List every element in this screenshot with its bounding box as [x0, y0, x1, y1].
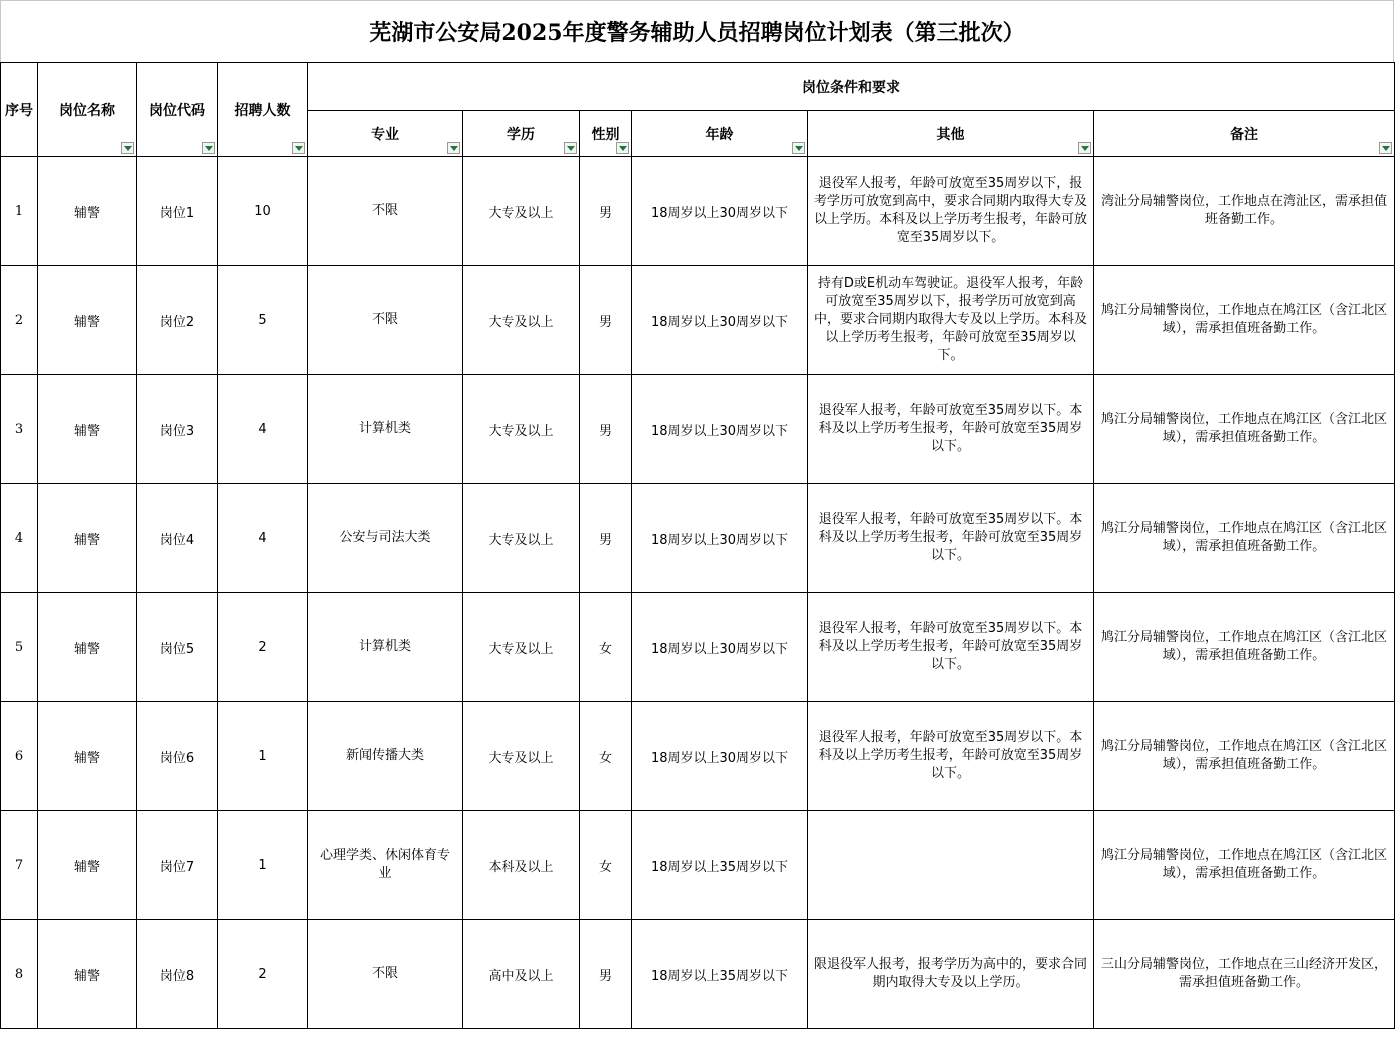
- header-post-name: 岗位名称: [38, 63, 137, 157]
- filter-dropdown-icon[interactable]: [121, 142, 134, 154]
- page-title: 芜湖市公安局2025年度警务辅助人员招聘岗位计划表（第三批次）: [369, 20, 1025, 46]
- header-age: 年龄: [632, 111, 808, 157]
- major-cell: 新闻传播大类: [308, 702, 463, 811]
- gender-cell: 女: [580, 593, 632, 702]
- recruitment-table: [0, 62, 1395, 1029]
- header-seq: 序号: [1, 63, 38, 157]
- other-cell: 退役军人报考，年龄可放宽至35周岁以下。本科及以上学历考生报考，年龄可放宽至35周岁以下。: [808, 484, 1094, 593]
- header-remarks: 备注: [1094, 111, 1395, 157]
- post-code-cell: 岗位8: [137, 920, 218, 1029]
- table-row: [1, 920, 1395, 1029]
- gender-cell: 女: [580, 702, 632, 811]
- header-education: 学历: [463, 111, 580, 157]
- table-row: [1, 157, 1395, 266]
- count-cell: 2: [218, 593, 308, 702]
- age-cell: 18周岁以上30周岁以下: [632, 375, 808, 484]
- age-cell: 18周岁以上30周岁以下: [632, 593, 808, 702]
- education-cell: 大专及以上: [463, 702, 580, 811]
- post-code-cell: 岗位1: [137, 157, 218, 266]
- major-cell: 不限: [308, 157, 463, 266]
- gender-cell: 男: [580, 266, 632, 375]
- table-row: [1, 811, 1395, 920]
- education-cell: 大专及以上: [463, 266, 580, 375]
- title-row: [0, 0, 1394, 62]
- post-code-cell: 岗位5: [137, 593, 218, 702]
- major-cell: 计算机类: [308, 593, 463, 702]
- gender-cell: 男: [580, 484, 632, 593]
- other-cell: [808, 811, 1094, 920]
- header-post-code: 岗位代码: [137, 63, 218, 157]
- major-cell: 不限: [308, 920, 463, 1029]
- gender-cell: 女: [580, 811, 632, 920]
- age-cell: 18周岁以上35周岁以下: [632, 920, 808, 1029]
- seq-cell: 4: [1, 484, 38, 593]
- table-row: [1, 702, 1395, 811]
- post-name-cell: 辅警: [38, 157, 137, 266]
- table-row: [1, 266, 1395, 375]
- filter-dropdown-icon[interactable]: [1078, 142, 1091, 154]
- major-cell: 计算机类: [308, 375, 463, 484]
- table-row: [1, 593, 1395, 702]
- post-name-cell: 辅警: [38, 375, 137, 484]
- remark-cell: 鸠江分局辅警岗位，工作地点在鸠江区（含江北区域），需承担值班备勤工作。: [1094, 484, 1395, 593]
- table-row: [1, 484, 1395, 593]
- age-cell: 18周岁以上35周岁以下: [632, 811, 808, 920]
- header-row-1: [1, 63, 1395, 111]
- other-cell: 持有D或E机动车驾驶证。退役军人报考，年龄可放宽至35周岁以下，报考学历可放宽到高中，要求合同期内取得大专及以上学历。本科及以上学历考生报考，年龄可放宽至35周岁以下。: [808, 266, 1094, 375]
- count-cell: 5: [218, 266, 308, 375]
- education-cell: 本科及以上: [463, 811, 580, 920]
- header-other: 其他: [808, 111, 1094, 157]
- seq-cell: 2: [1, 266, 38, 375]
- remark-cell: 鸠江分局辅警岗位，工作地点在鸠江区（含江北区域），需承担值班备勤工作。: [1094, 375, 1395, 484]
- remark-cell: 三山分局辅警岗位，工作地点在三山经济开发区，需承担值班备勤工作。: [1094, 920, 1395, 1029]
- count-cell: 10: [218, 157, 308, 266]
- filter-dropdown-icon[interactable]: [202, 142, 215, 154]
- other-cell: 退役军人报考，年龄可放宽至35周岁以下。本科及以上学历考生报考，年龄可放宽至35周岁以下。: [808, 593, 1094, 702]
- post-name-cell: 辅警: [38, 484, 137, 593]
- seq-cell: 7: [1, 811, 38, 920]
- header-major: 专业: [308, 111, 463, 157]
- age-cell: 18周岁以上30周岁以下: [632, 702, 808, 811]
- filter-dropdown-icon[interactable]: [616, 142, 629, 154]
- major-cell: 公安与司法大类: [308, 484, 463, 593]
- age-cell: 18周岁以上30周岁以下: [632, 266, 808, 375]
- education-cell: 大专及以上: [463, 157, 580, 266]
- post-name-cell: 辅警: [38, 593, 137, 702]
- header-count: 招聘人数: [218, 63, 308, 157]
- seq-cell: 5: [1, 593, 38, 702]
- count-cell: 2: [218, 920, 308, 1029]
- seq-cell: 3: [1, 375, 38, 484]
- seq-cell: 6: [1, 702, 38, 811]
- gender-cell: 男: [580, 157, 632, 266]
- remark-cell: 鸠江分局辅警岗位，工作地点在鸠江区（含江北区域），需承担值班备勤工作。: [1094, 593, 1395, 702]
- post-code-cell: 岗位2: [137, 266, 218, 375]
- seq-cell: 1: [1, 157, 38, 266]
- post-code-cell: 岗位3: [137, 375, 218, 484]
- count-cell: 1: [218, 702, 308, 811]
- header-gender: 性别: [580, 111, 632, 157]
- age-cell: 18周岁以上30周岁以下: [632, 157, 808, 266]
- gender-cell: 男: [580, 375, 632, 484]
- header-conditions: 岗位条件和要求: [308, 63, 1395, 111]
- post-name-cell: 辅警: [38, 920, 137, 1029]
- post-name-cell: 辅警: [38, 266, 137, 375]
- other-cell: 退役军人报考，年龄可放宽至35周岁以下。本科及以上学历考生报考，年龄可放宽至35周岁以下。: [808, 702, 1094, 811]
- remark-cell: 鸠江分局辅警岗位，工作地点在鸠江区（含江北区域），需承担值班备勤工作。: [1094, 811, 1395, 920]
- filter-dropdown-icon[interactable]: [292, 142, 305, 154]
- major-cell: 心理学类、休闲体育专业: [308, 811, 463, 920]
- major-cell: 不限: [308, 266, 463, 375]
- education-cell: 高中及以上: [463, 920, 580, 1029]
- count-cell: 1: [218, 811, 308, 920]
- remark-cell: 湾沚分局辅警岗位，工作地点在湾沚区，需承担值班备勤工作。: [1094, 157, 1395, 266]
- seq-cell: 8: [1, 920, 38, 1029]
- other-cell: 退役军人报考，年龄可放宽至35周岁以下，报考学历可放宽到高中，要求合同期内取得大专及以上学历。本科及以上学历考生报考，年龄可放宽至35周岁以下。: [808, 157, 1094, 266]
- age-cell: 18周岁以上30周岁以下: [632, 484, 808, 593]
- gender-cell: 男: [580, 920, 632, 1029]
- filter-dropdown-icon[interactable]: [1379, 142, 1392, 154]
- filter-dropdown-icon[interactable]: [564, 142, 577, 154]
- post-name-cell: 辅警: [38, 811, 137, 920]
- count-cell: 4: [218, 375, 308, 484]
- education-cell: 大专及以上: [463, 375, 580, 484]
- education-cell: 大专及以上: [463, 593, 580, 702]
- remark-cell: 鸠江分局辅警岗位，工作地点在鸠江区（含江北区域），需承担值班备勤工作。: [1094, 266, 1395, 375]
- other-cell: 限退役军人报考，报考学历为高中的，要求合同期内取得大专及以上学历。: [808, 920, 1094, 1029]
- remark-cell: 鸠江分局辅警岗位，工作地点在鸠江区（含江北区域），需承担值班备勤工作。: [1094, 702, 1395, 811]
- filter-dropdown-icon[interactable]: [792, 142, 805, 154]
- table-row: [1, 375, 1395, 484]
- filter-dropdown-icon[interactable]: [447, 142, 460, 154]
- post-code-cell: 岗位7: [137, 811, 218, 920]
- education-cell: 大专及以上: [463, 484, 580, 593]
- post-name-cell: 辅警: [38, 702, 137, 811]
- post-code-cell: 岗位4: [137, 484, 218, 593]
- post-code-cell: 岗位6: [137, 702, 218, 811]
- count-cell: 4: [218, 484, 308, 593]
- other-cell: 退役军人报考，年龄可放宽至35周岁以下。本科及以上学历考生报考，年龄可放宽至35周岁以下。: [808, 375, 1094, 484]
